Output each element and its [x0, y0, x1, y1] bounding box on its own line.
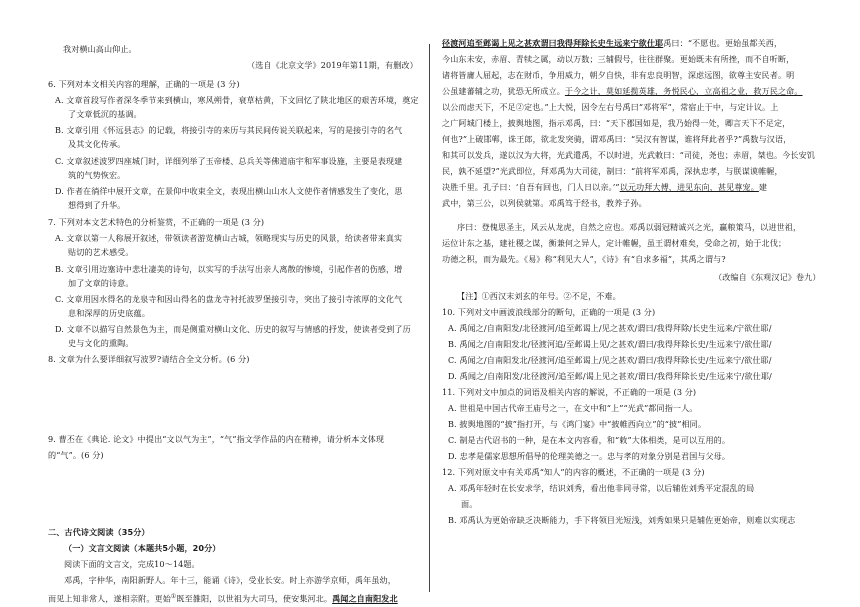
classical-text-segment: 而见上知非常人，遂相亲附。更始	[48, 593, 171, 604]
classical-text-line: 今山东未安，赤眉、青犊之属，动以万数；三辅假号，往往群聚。更始既未有所挫，而不自听断，	[442, 54, 795, 64]
classical-text-line-2	[48, 591, 398, 605]
q6-option-b: B. 文章引用《怀远县志》的记载，将接引寺的来历与其民间传说关联起来，写的是接引寺的名气	[55, 125, 403, 135]
q11-option-c: C. 制是古代诏书的一种，是在本文内容看，和“敕”大体相类，是可以互用的。	[448, 435, 731, 445]
q7-option-b: B. 文章引用边塞诗中悲壮凄美的诗句，以实写的手法写出亲人离散的惨境，引起作者的伤感，增	[55, 264, 403, 274]
q7-option-d-cont: 史与文化的熏陶。	[68, 338, 134, 348]
q11-option-b: B. 披舆地图的“披”指打开，与《鸿门宴》中“披帷西向立”的“披”相同。	[448, 419, 707, 429]
source-citation: （改编自《东观汉记》卷九）	[714, 272, 821, 282]
classical-text-line-1: 邓禹，字仲华，南阳新野人。年十三，能诵《诗》，受业长安。时上亦游学京师，禹年虽幼，	[64, 575, 396, 585]
classical-text-line: 武中，第三公，以列侯就第。邓禹笃于经书，教养子孙。	[442, 198, 647, 208]
classical-text-line: 序曰：登傀思圣主，风云从龙虎，自然之应也。邓禹以弱冠精诚兴之光，赢粮策马，以进世祖，	[457, 222, 802, 232]
classical-text-line: 和其可以发兵，遂以汉为大将，光武遣禹，不以时进，光武敕曰：“司徒，尧也；赤眉，桀也。今长安饥	[442, 150, 815, 160]
classical-text-line	[442, 38, 782, 49]
classical-text-line: 诸将皆庸人屈起，志在财币，争用威力，朝夕自快，非有忠良明智，深虑远图，欲尊主安民者。明	[442, 70, 795, 80]
q6-option-b-cont: 及其文化传承。	[68, 139, 126, 149]
q6-option-a: A. 文章首段写作者深冬季节来到横山，寒风朔骨，衰草枯黄，下文回忆了陕北地区的艰苦环境，奠定	[55, 95, 419, 105]
passage-last-line: 我对横山高山仰止。	[63, 44, 137, 54]
footnote: 【注】①西汉末刘玄的年号。②不足，不难。	[457, 291, 621, 301]
q7-option-a: A. 文章以第一人称展开叙述，带领读者游览横山古城，领略现实与历史的风景，给读者带来真实	[55, 233, 403, 243]
question-10: 10. 下列对文中画波浪线部分的断句，正确的一项是 (3 分)	[442, 307, 656, 317]
q10-option-c: C. 禹闻之/自南阳发北/径渡河/追至邺谒上/见之甚欢/谓曰/我得拜除长史/生远来宁/欲仕耶/	[448, 355, 772, 365]
q7-option-b-cont: 加了文章的诗意。	[68, 278, 134, 288]
question-11: 11. 下列对文中加点的词语及相关内容的解说，不正确的一项是 (3 分)	[442, 387, 697, 397]
classical-text-line: 之广阿城门楼上，披舆地图，指示邓禹，曰：“天下郡国如是，我乃始得一处，卿言天下不足定，	[442, 118, 791, 128]
classical-text-segment: 禹曰：“不愿也。更始虽都关西，	[663, 38, 783, 48]
underlined-sentence: 于今之计，莫如延揽英雄，务悦民心，立高祖之业，救万民之命。	[564, 86, 803, 96]
q6-option-a-cont: 了文章低沉的基调。	[68, 109, 142, 119]
classical-text-line	[442, 182, 767, 193]
footnote-marker: ①	[170, 593, 177, 600]
classical-text-line	[442, 86, 803, 97]
underlined-sentence: 以元功拜大傅，进见东向，甚见尊宠。	[619, 182, 759, 192]
question-8: 8. 文章为什么要详细叙写波罗?请结合全文分析。(6 分)	[48, 354, 250, 364]
q7-option-d: D. 文章不以描写自然景色为主，而是侧重对横山文化、历史的叙写与情感的抒发，使读者受到了历	[55, 324, 411, 334]
classical-text-line: 功德之积，而为最先。《易》称“利见大人”，《诗》有“自求多福”，其禹之谓与?	[442, 254, 726, 264]
question-9-cont: 的“气”。(6 分)	[48, 450, 104, 460]
q6-option-c: C. 文章叙述波罗四座城门时，详细列举了玉帝楼、总兵关等佛道庙宇和军事设施，主要是表现建	[55, 156, 403, 166]
q10-option-b: B. 禹闻之/自南阳发北/径渡河追/至邺谒上见/之甚欢/谓曰/我得拜除长史/生远来宁/欲仕耶/	[448, 339, 772, 349]
classical-text-segment: 建	[758, 182, 768, 192]
question-9: 9. 曹丕在《典论. 论文》中提出“文以气为主”，“气”指文学作品的内在精神，请分析本文体现	[48, 434, 385, 444]
wavy-underlined-text: 禹闻之自南阳发北	[332, 593, 398, 604]
right-column	[430, 0, 860, 607]
q12-option-a-cont: 面。	[461, 499, 478, 509]
classical-text-segment: 既至雒阳，以世祖为大司马，使安集河北。	[176, 593, 333, 604]
section-heading: 二、古代诗文阅读（35分）	[48, 527, 150, 537]
q6-option-d: D. 作者在徜徉中展开文章，在景仰中收束全文，表现出横山山水人文使作者情感发生了变化，思	[55, 186, 403, 196]
q7-option-c-cont: 息和深厚的历史底蕴。	[68, 308, 150, 318]
q6-option-c-cont: 筑的气势恢宏。	[68, 170, 126, 180]
source-citation: （选自《北京文学》2019年第11期，有删改）	[247, 60, 418, 70]
q11-option-a: A. 世祖是中国古代帝王庙号之一，在文中和“上”“光武”都同指一人。	[448, 403, 698, 413]
q7-option-c: C. 文章用因水得名的龙泉寺和因山得名的盘龙寺衬托波罗堡接引寺，突出了接引寺浓厚的文化气	[55, 294, 403, 304]
classical-text-line: 以公而虑天下，不足②定也。”上大悦，因令左右号禹曰“邓将军”，常宿止于中，与定计议。上	[442, 102, 779, 112]
classical-text-segment: 公虽建蕃辅之功，犹恐无所成立。	[442, 86, 565, 96]
q7-option-a-cont: 贴切的艺术感受。	[68, 247, 134, 257]
classical-text-line: 运位计东之基，建社稷之谋，衡兼何之异人，定计帷幄，虽王谓材难矣，受命之初，始于北伐；	[442, 238, 787, 248]
question-6: 6. 下列对本文相关内容的理解，正确的一项是 (3 分)	[48, 79, 240, 89]
wavy-underlined-text: 径渡河追至邺谒上见之甚欢谓曰我得拜除长史生远来宁欲仕耶	[442, 38, 664, 48]
reading-instruction: 阅读下面的文言文，完成10～14题。	[64, 559, 200, 569]
q12-option-a: A. 邓禹年轻时在长安求学，结识刘秀，看出他非同寻常，以后辅佐刘秀平定混乱的局	[448, 483, 755, 493]
q10-option-d: D. 禹闻之/自南阳发/北径渡河/追至邺/谒上见之甚欢/谓曰/我得拜除长史/生远来宁/欲仕耶/	[448, 371, 772, 381]
q10-option-a: A. 禹闻之/自南阳发/北径渡河/追至邺谒上/见之甚欢/谓曰/我得拜除/长史生远来/宁欲仕耶/	[448, 323, 772, 333]
subsection-heading: （一）文言文阅读（本题共5小题，20分）	[64, 543, 221, 553]
question-12: 12. 下列对原文中有关邓禹“知人”的内容的概述，不正确的一项是 (3 分)	[442, 467, 705, 477]
classical-text-segment: 决胜千里。孔子曰：‘自吾有回也，门人日以亲。’”	[442, 182, 620, 192]
question-7: 7. 下列对本文艺术特色的分析鉴赏，不正确的一项是 (3 分)	[48, 217, 265, 227]
classical-text-line: 民，孰不延望?”光武即位，拜邓禹为大司徒，制曰：“前将军邓禹，深执忠孝，与朕谋谟帷幄，	[442, 166, 783, 176]
q11-option-d: D. 忠孝是儒家思想所倡导的伦理美德之一。忠与孝的对象分别是君国与父母。	[448, 451, 731, 461]
q12-option-b: B. 邓禹认为更始帝缺乏决断能力，手下将领目光短浅，刘秀如果只是辅佐更始帝，则难以实现志	[448, 515, 796, 525]
q6-option-d-cont: 想得到了升华。	[68, 200, 126, 210]
classical-text-line: 何也?”上破邯郸，诛王郎，欲北发突骑，谓邓禹曰：“吴汉有智谋，谁将拜此者乎?”禹数与汉语，	[442, 134, 792, 144]
